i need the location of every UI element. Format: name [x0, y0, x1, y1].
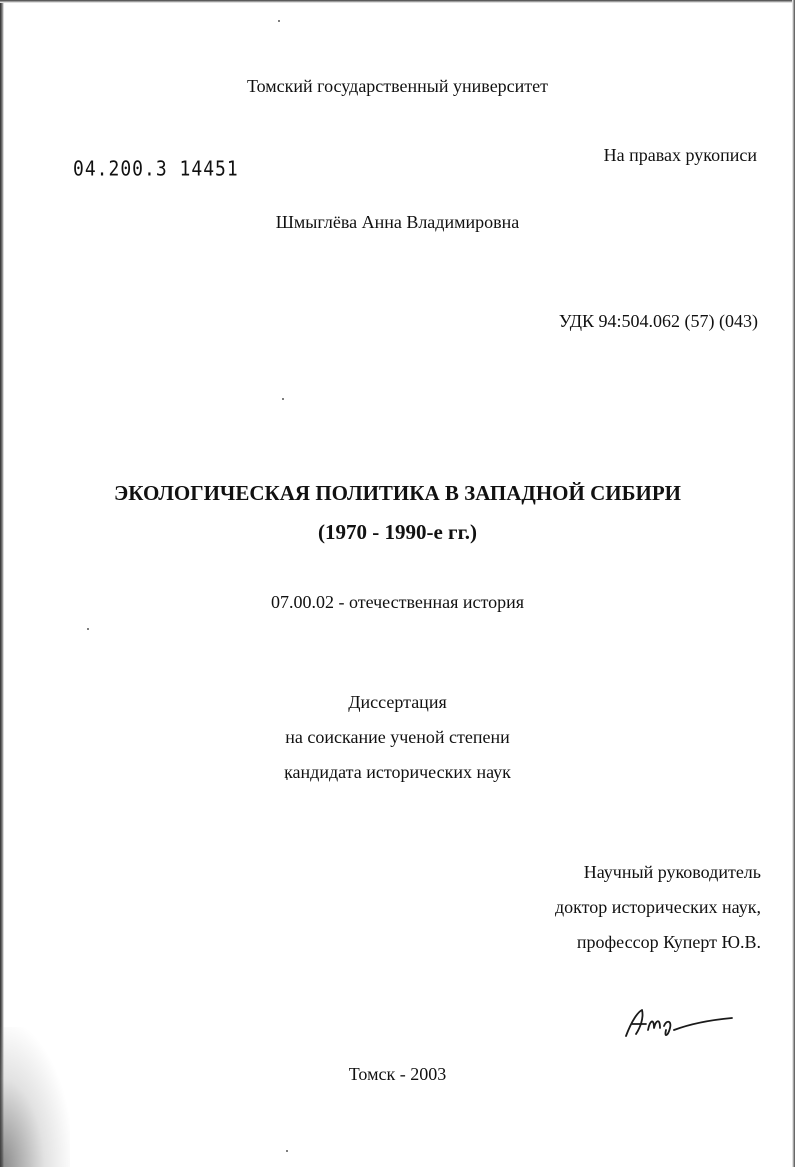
- rights-notice: На правах рукописи: [603, 145, 757, 165]
- work-type-line-1: Диссертация: [348, 692, 447, 712]
- scan-top-edge: [0, 0, 795, 3]
- dissertation-period: (1970 - 1990-е гг.): [318, 520, 477, 544]
- inventory-stamp: 04.200.3 14451: [73, 157, 239, 182]
- scan-speck: [87, 628, 89, 630]
- author-name: Шмыглёва Анна Владимировна: [275, 212, 520, 232]
- udc-code: УДК 94:504.062 (57) (043): [558, 311, 758, 331]
- specialty-code: 07.00.02 - отечественная история: [270, 592, 525, 612]
- dissertation-title: ЭКОЛОГИЧЕСКАЯ ПОЛИТИКА В ЗАПАДНОЙ СИБИРИ: [114, 481, 681, 505]
- supervisor-signature: [620, 1000, 740, 1045]
- supervisor-degree: доктор исторических наук,: [555, 897, 761, 917]
- supervisor-role: Научный руководитель: [583, 862, 761, 882]
- work-type-line-3: кандидата исторических наук: [284, 762, 511, 782]
- supervisor-name: профессор Куперт Ю.В.: [576, 932, 761, 952]
- scan-corner-shadow: [0, 1027, 70, 1167]
- scan-speck: [282, 398, 284, 400]
- university-name: Томский государственный университет: [246, 76, 549, 96]
- work-type-line-2: на соискание ученой степени: [285, 727, 510, 747]
- scan-speck: [286, 1150, 288, 1152]
- place-and-year: Томск - 2003: [348, 1064, 447, 1084]
- scan-left-edge: [0, 0, 4, 1167]
- scan-speck: [278, 20, 280, 22]
